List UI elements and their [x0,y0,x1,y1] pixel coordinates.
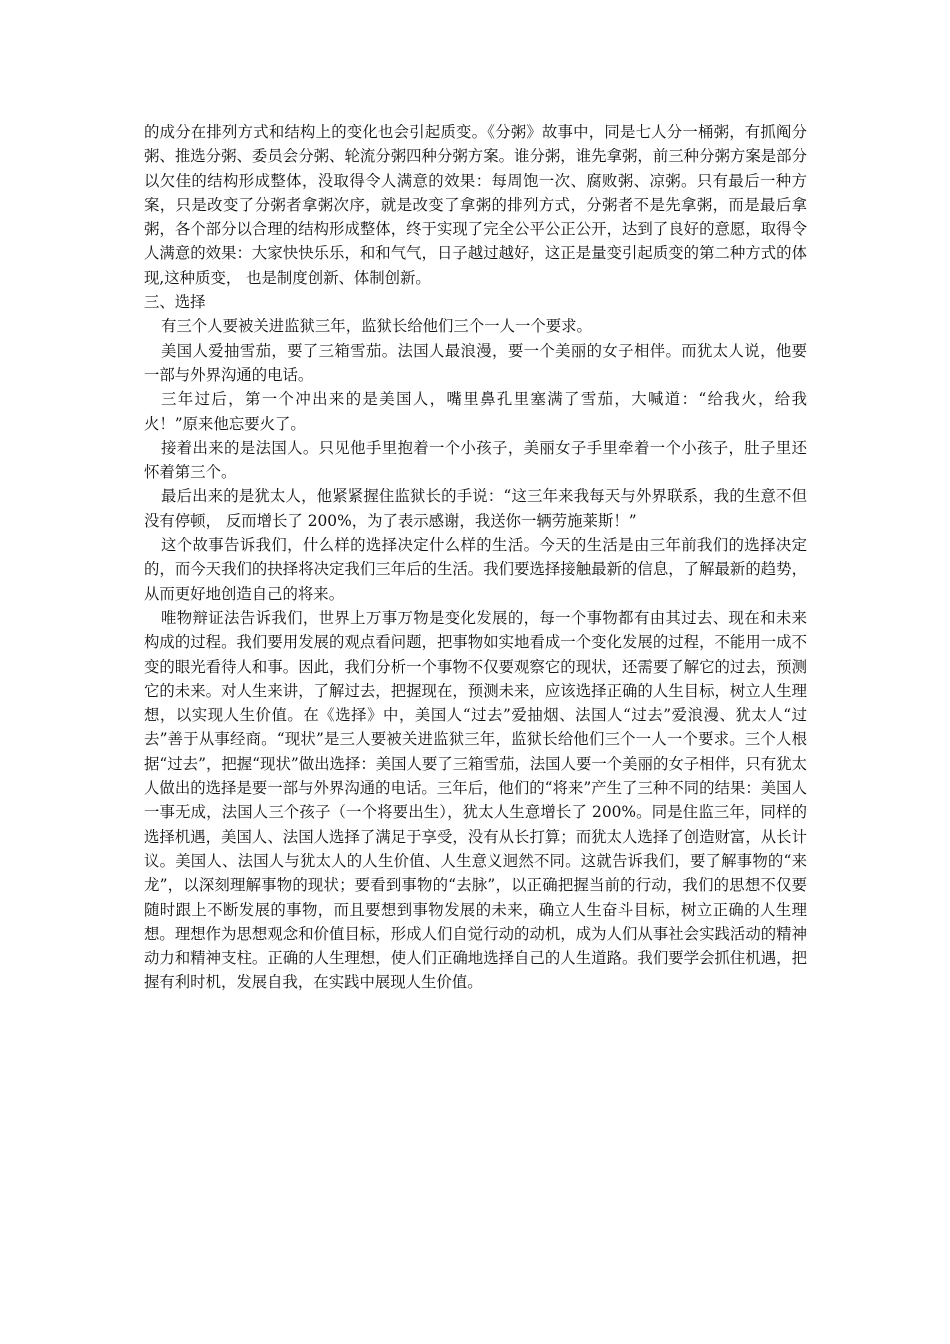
paragraph: 唯物辩证法告诉我们，世界上万事万物是变化发展的，每一个事物都有由其过去、现在和未来构成的过程。我们要用发展的观点看问题，把事物如实地看成一个变化发展的过程，不能用一成不变的眼光看待人和事。因此，我们分析一个事物不仅要观察它的现状，还需要了解它的过去，预测它的未来。对人生来讲，了解过去，把握现在，预测未来，应该选择正确的人生目标，树立人生理想，以实现人生价值。在《选择》中，美国人“过去”爱抽烟、法国人“过去”爱浪漫、犹太人“过去”善于从事经商。“现状”是三人要被关进监狱三年，监狱长给他们三个一人一个要求。三个人根据“过去”，把握“现状”做出选择：美国人要了三箱雪茄，法国人要一个美丽的女子相伴，只有犹太人做出的选择是要一部与外界沟通的电话。三年后，他们的“将来”产生了三种不同的结果：美国人一事无成，法国人三个孩子（一个将要出生），犹太人生意增长了 200%。同是住监三年，同样的选择机遇，美国人、法国人选择了满足于享受，没有从长打算；而犹太人选择了创造财富，从长计议。美国人、法国人与犹太人的人生价值、人生意义迥然不同。这就告诉我们，要了解事物的“来龙”，以深刻理解事物的现状；要看到事物的“去脉”，以正确把握当前的行动，我们的思想不仅要随时跟上不断发展的事物，而且要想到事物发展的未来，确立人生奋斗目标，树立正确的人生理想。理想作为思想观念和价值目标，形成人们自觉行动的动机，成为人们从事社会实践活动的精神动力和精神支柱。正确的人生理想，使人们正确地选择自己的人生道路。我们要学会抓住机遇，把握有利时机，发展自我，在实践中展现人生价值。 [144,608,807,992]
document-page [144,120,807,995]
paragraph: 接着出来的是法国人。只见他手里抱着一个小孩子，美丽女子手里牵着一个小孩子，肚子里还怀着第三个。 [144,438,807,482]
paragraph: 三年过后，第一个冲出来的是美国人，嘴里鼻孔里塞满了雪茄，大喊道：“给我火，给我火！”原来他忘要火了。 [144,390,807,433]
paragraph: 这个故事告诉我们，什么样的选择决定什么样的生活。今天的生活是由三年前我们的选择决定的，而今天我们的抉择将决定我们三年后的生活。我们要选择接触最新的信息，了解最新的趋势，从而更好地创造自己的将来。 [144,536,807,603]
paragraph: 有三个人要被关进监狱三年，监狱长给他们三个一人一个要求。 [161,317,592,336]
paragraph: 最后出来的是犹太人，他紧紧握住监狱长的手说：“这三年来我每天与外界联系，我的生意不但没有停顿， 反而增长了 200%，为了表示感谢，我送你一辆劳施莱斯！” [144,487,807,530]
paragraph: 美国人爱抽雪茄，要了三箱雪茄。法国人最浪漫，要一个美丽的女子相伴。而犹太人说，他要一部与外界沟通的电话。 [144,341,807,384]
section-heading: 三、选择 [144,293,206,312]
paragraph-continuation: 的成分在排列方式和结构上的变化也会引起质变。《分粥》故事中，同是七人分一桶粥，有抓阄分粥、推选分粥、委员会分粥、轮流分粥四种分粥方案。谁分粥，谁先拿粥，前三种分粥方案是部分以欠佳的结构形成整体，没取得令人满意的效果：每周饱一次、腐败粥、凉粥。只有最后一种方案，只是改变了分粥者拿粥次序，就是改变了拿粥的排列方式，分粥者不是先拿粥，而是最后拿粥，各个部分以合理的结构形成整体，终于实现了完全公平公正公开，达到了良好的意愿，取得令人满意的效果：大家快快乐乐，和和气气，日子越过越好，这正是量变引起质变的第二种方式的体现,这种质变， 也是制度创新、体制创新。 [144,123,807,287]
